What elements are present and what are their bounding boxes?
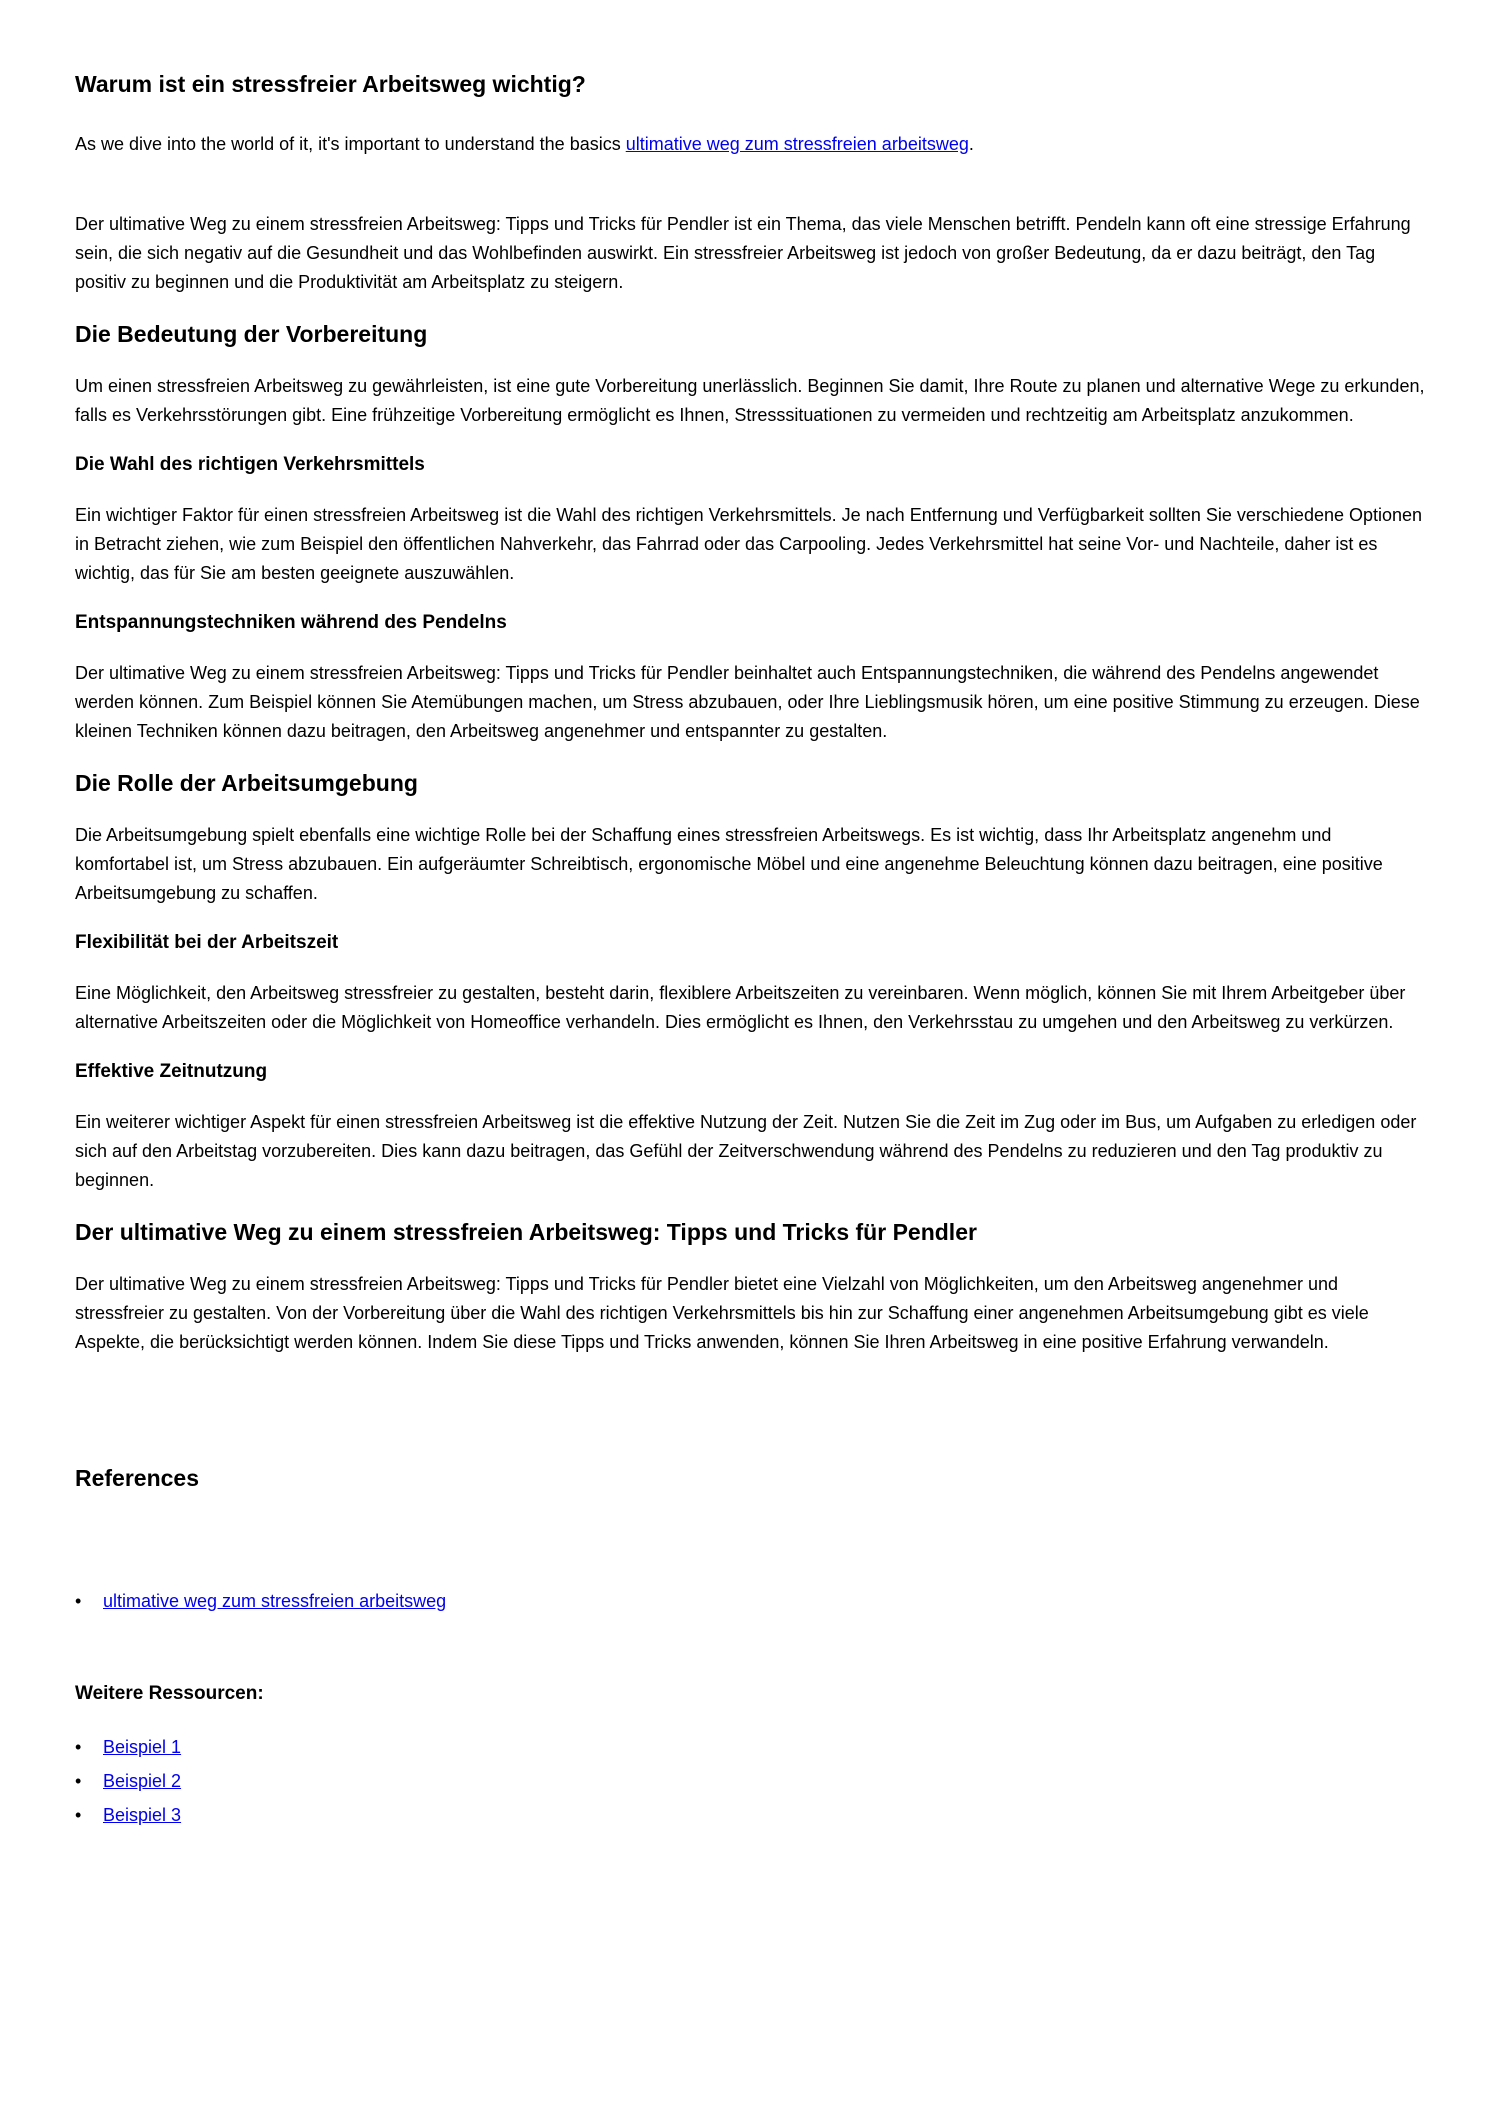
intro-paragraph bbox=[75, 130, 1425, 159]
list-item bbox=[75, 1730, 1425, 1764]
resource-link-2[interactable]: Beispiel 2 bbox=[103, 1771, 182, 1791]
list-item bbox=[75, 1764, 1425, 1798]
resource-link-1[interactable]: Beispiel 1 bbox=[103, 1737, 182, 1757]
resource-link-3[interactable]: Beispiel 3 bbox=[103, 1805, 182, 1825]
resources-heading: Weitere Ressourcen: bbox=[75, 1683, 264, 1704]
heading-arbeitsumgebung: Die Rolle der Arbeitsumgebung bbox=[75, 770, 418, 796]
paragraph-vorbereitung: Um einen stressfreien Arbeitsweg zu gewährleisten, ist eine gute Vorbereitung unerlässlich. Beginnen Sie damit, Ihre Route zu planen und alternative Wege zu erkunden, falls es Verkehrsstörungen gibt. Eine frühzeitige Vorbereitung ermöglicht es Ihnen, Stresssituationen zu vermeiden und rechtzeitig am Arbeitsplatz anzukommen. bbox=[75, 376, 1425, 425]
references-list bbox=[75, 1584, 1425, 1618]
intro-text: As we dive into the world of it, it's important to understand the basics bbox=[75, 134, 626, 154]
paragraph-ultimativ: Der ultimative Weg zu einem stressfreien Arbeitsweg: Tipps und Tricks für Pendler bietet eine Vielzahl von Möglichkeiten, um den Arbeitsweg angenehmer und stressfreier zu gestalten. Von der Vorbereitung über die Wahl des richtigen Verkehrsmittels bis hin zur Schaffung einer angenehmen Arbeitsumgebung gibt es viele Aspekte, die berücksichtigt werden können. Indem Sie diese Tipps und Tricks anwenden, können Sie Ihren Arbeitsweg in eine positive Erfahrung verwandeln. bbox=[75, 1274, 1369, 1352]
heading-verkehrsmittel: Die Wahl des richtigen Verkehrsmittels bbox=[75, 454, 425, 475]
paragraph-intro-topic: Der ultimative Weg zu einem stressfreien Arbeitsweg: Tipps und Tricks für Pendler ist ein Thema, das viele Menschen betrifft. Pendeln kann oft eine stressige Erfahrung sein, die sich negativ auf die Gesundheit und das Wohlbefinden auswirkt. Ein stressfreier Arbeitsweg ist jedoch von großer Bedeutung, da er dazu beiträgt, den Tag positiv zu beginnen und die Produktivität am Arbeitsplatz zu steigern. bbox=[75, 214, 1411, 292]
resources-list bbox=[75, 1730, 1425, 1832]
paragraph-verkehrsmittel: Ein wichtiger Faktor für einen stressfreien Arbeitsweg ist die Wahl des richtigen Verkehrsmittels. Je nach Entfernung und Verfügbarkeit sollten Sie verschiedene Optionen in Betracht ziehen, wie zum Beispiel den öffentlichen Nahverkehr, das Fahrrad oder das Carpooling. Jedes Verkehrsmittel hat seine Vor- und Nachteile, daher ist es wichtig, das für Sie am besten geeignete auszuwählen. bbox=[75, 505, 1423, 583]
heading-flexibilitaet: Flexibilität bei der Arbeitszeit bbox=[75, 932, 339, 953]
references-heading: References bbox=[75, 1465, 200, 1491]
heading-zeitnutzung: Effektive Zeitnutzung bbox=[75, 1061, 268, 1082]
paragraph-flexibilitaet: Eine Möglichkeit, den Arbeitsweg stressfreier zu gestalten, besteht darin, flexiblere Arbeitszeiten zu vereinbaren. Wenn möglich, können Sie mit Ihrem Arbeitgeber über alternative Arbeitszeiten oder die Möglichkeit von Homeoffice verhandeln. Dies ermöglicht es Ihnen, den Verkehrsstau zu umgehen und den Arbeitsweg zu verkürzen. bbox=[75, 983, 1406, 1032]
paragraph-entspannung: Der ultimative Weg zu einem stressfreien Arbeitsweg: Tipps und Tricks für Pendler beinhaltet auch Entspannungstechniken, die während des Pendelns angewendet werden können. Zum Beispiel können Sie Atemübungen machen, um Stress abzubauen, oder Ihre Lieblingsmusik hören, um eine positive Stimmung zu erzeugen. Diese kleinen Techniken können dazu beitragen, den Arbeitsweg angenehmer und entspannter zu gestalten. bbox=[75, 663, 1420, 741]
heading-vorbereitung: Die Bedeutung der Vorbereitung bbox=[75, 321, 428, 347]
page-title: Warum ist ein stressfreier Arbeitsweg wichtig? bbox=[75, 71, 586, 97]
intro-link[interactable]: ultimative weg zum stressfreien arbeitsweg bbox=[625, 134, 969, 154]
reference-link-1[interactable]: ultimative weg zum stressfreien arbeitsweg bbox=[103, 1591, 447, 1611]
paragraph-arbeitsumgebung: Die Arbeitsumgebung spielt ebenfalls eine wichtige Rolle bei der Schaffung eines stressfreien Arbeitswegs. Es ist wichtig, dass Ihr Arbeitsplatz angenehm und komfortabel ist, um Stress abzubauen. Ein aufgeräumter Schreibtisch, ergonomische Möbel und eine angenehme Beleuchtung können dazu beitragen, eine positive Arbeitsumgebung zu schaffen. bbox=[75, 825, 1383, 903]
heading-ultimativ: Der ultimative Weg zu einem stressfreien Arbeitsweg: Tipps und Tricks für Pendler bbox=[75, 1219, 977, 1245]
intro-suffix: . bbox=[968, 134, 974, 154]
heading-entspannung: Entspannungstechniken während des Pendelns bbox=[75, 612, 507, 633]
paragraph-zeitnutzung: Ein weiterer wichtiger Aspekt für einen stressfreien Arbeitsweg ist die effektive Nutzung der Zeit. Nutzen Sie die Zeit im Zug oder im Bus, um Aufgaben zu erledigen oder sich auf den Arbeitstag vorzubereiten. Dies kann dazu beitragen, das Gefühl der Zeitverschwendung während des Pendelns zu reduzieren und den Tag produktiv zu beginnen. bbox=[75, 1112, 1417, 1190]
list-item bbox=[75, 1584, 1425, 1618]
list-item bbox=[75, 1798, 1425, 1832]
